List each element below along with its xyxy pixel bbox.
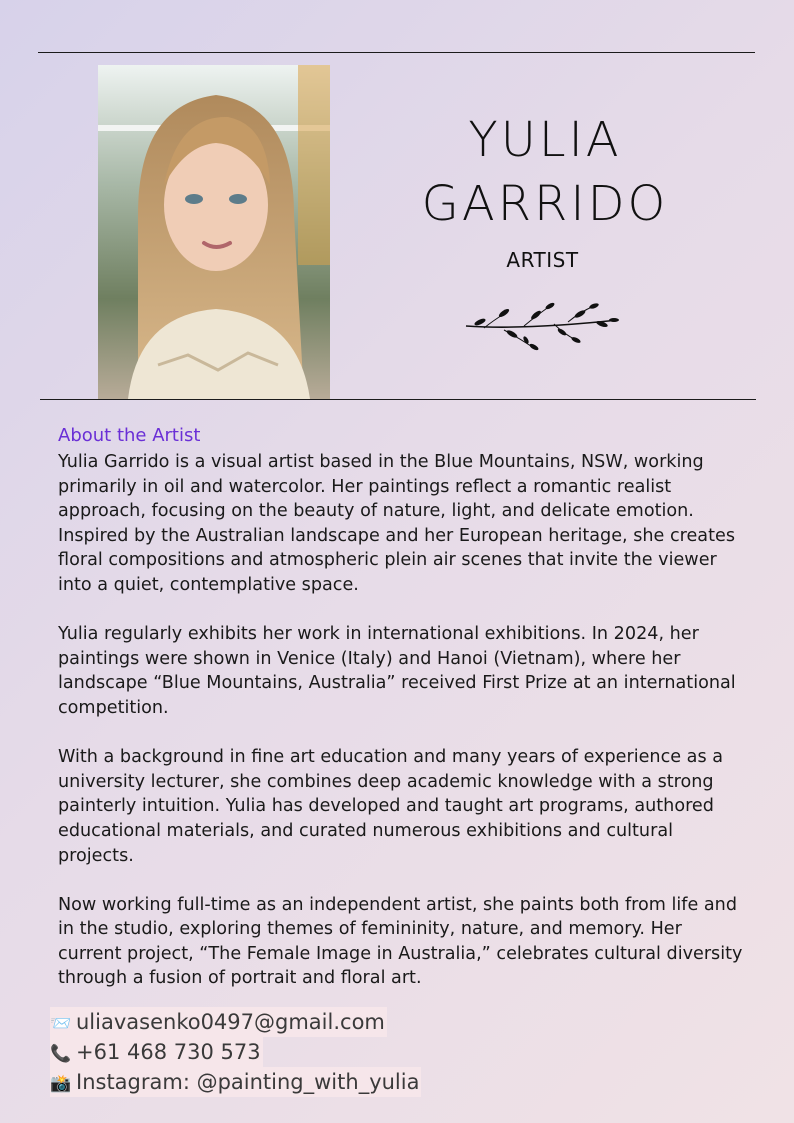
bio-paragraph: Yulia Garrido is a visual artist based in the Blue Mountains, NSW, working primarily in oil and watercolor. Her paintings reflect a romantic realist approach, focusing on the beauty of nature, light, and delicate emotion. Inspired by the Australian landscape and her European heritage, she creates floral compositions and atmospheric plein air scenes that invite the viewer into a quiet, contemplative space. <box>58 452 735 595</box>
email-contact[interactable] <box>50 1007 387 1037</box>
phone-icon: 📞 <box>50 1044 72 1064</box>
name-last: GARRIDO <box>421 176 669 232</box>
instagram-contact[interactable] <box>50 1067 421 1097</box>
name-first: YULIA <box>468 112 622 168</box>
portrait-photo <box>98 65 330 399</box>
instagram-handle[interactable]: Instagram: @painting_with_yulia <box>76 1070 420 1094</box>
section-divider <box>40 399 756 400</box>
artist-role: ARTIST <box>506 248 579 272</box>
artist-bio <box>58 450 748 1016</box>
leaf-sprig-ornament <box>464 300 622 358</box>
artist-name <box>380 108 710 236</box>
bio-paragraph: Yulia regularly exhibits her work in international exhibitions. In 2024, her paintings were shown in Venice (Italy) and Hanoi (Vietnam), where her landscape “Blue Mountains, Australia” received First Prize at an international competition. <box>58 624 736 718</box>
about-heading: About the Artist <box>58 425 201 446</box>
camera-icon: 📸 <box>50 1074 72 1094</box>
phone-contact[interactable] <box>50 1037 263 1067</box>
phone-number[interactable]: +61 468 730 573 <box>76 1040 261 1064</box>
bio-paragraph: Now working full-time as an independent artist, she paints both from life and in the studio, exploring themes of femininity, nature, and memory. Her current project, “The Female Image in Australia,” celebrates cultural diversity through a fusion of portrait and floral art. <box>58 894 743 989</box>
top-divider <box>38 52 755 53</box>
envelope-icon: 📨 <box>50 1014 72 1034</box>
bio-paragraph: With a background in fine art education and many years of experience as a university lecturer, she combines deep academic knowledge with a strong painterly intuition. Yulia has developed and taught art programs, authored educational materials, and curated numerous exhibitions and cultural projects. <box>58 747 723 866</box>
email-address[interactable]: uliavasenko0497@gmail.com <box>76 1010 385 1034</box>
contact-list <box>50 1007 421 1097</box>
